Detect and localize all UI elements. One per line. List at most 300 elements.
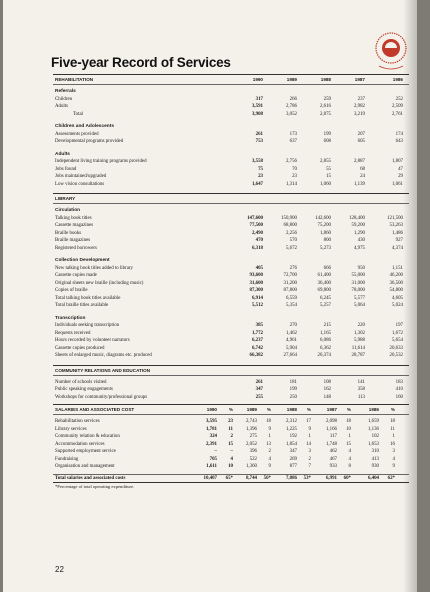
cell-value: 108 [323, 379, 331, 385]
cell-value: 36,500 [389, 280, 403, 286]
group-title [53, 88, 409, 96]
cell-value: 4 [268, 456, 271, 462]
cell-value: 9 [392, 464, 395, 469]
table-row [53, 166, 409, 174]
cell-value: 347 [289, 449, 297, 454]
cell-value: 255 [255, 394, 263, 400]
row-label: Adults [55, 104, 69, 109]
cell-value: 6,991 [325, 475, 337, 481]
cell-value: 1,290 [353, 230, 365, 236]
cell-value: 60* [343, 475, 351, 481]
table-row [53, 330, 409, 338]
cell-value: 141 [357, 379, 365, 385]
footnote: *Percentage of total operating expenditure. [55, 484, 135, 489]
cell-value: 261 [255, 131, 263, 137]
salary-row [53, 426, 409, 434]
cell-value: 93,600 [249, 273, 263, 278]
row-label: Children [55, 96, 73, 102]
cell-value: 933 [329, 464, 337, 469]
row-label: Braille magazines [55, 238, 91, 243]
cell-value: 522 [249, 456, 257, 462]
cell-value: 77,500 [249, 223, 263, 228]
group-label: Collection Development [55, 258, 110, 263]
cell-value: 53* [303, 475, 311, 481]
cell-value: 47 [398, 166, 403, 172]
cell-value: 637 [289, 139, 297, 144]
percent-header: % [306, 407, 311, 412]
year-header: 1990 [252, 77, 263, 82]
salary-row [53, 463, 409, 471]
cell-value: 462 [329, 449, 337, 454]
cell-value: 1,396 [245, 426, 257, 432]
cell-value: 9 [268, 464, 271, 469]
cell-value: 55,000 [351, 273, 365, 278]
salary-row [53, 433, 409, 441]
cell-value: 20,633 [389, 345, 403, 351]
cell-value: 162 [323, 387, 331, 392]
table-row [53, 222, 409, 230]
group-label: Circulation [55, 208, 81, 213]
cell-value: 68,800 [283, 223, 297, 228]
cell-value: 1,748 [325, 441, 337, 447]
cell-value: 16 [390, 441, 395, 447]
year-header: 1988 [286, 407, 297, 412]
cell-value: 1,781 [205, 426, 217, 432]
cell-value: 121,500 [387, 215, 403, 221]
cell-value: 10 [346, 426, 351, 432]
cell-value: 5,577 [353, 295, 365, 301]
cell-value: 396 [249, 449, 257, 454]
cell-value: 1,462 [285, 330, 297, 336]
group-title [53, 123, 409, 131]
cell-value: 1,360 [245, 464, 257, 469]
cell-value: 7 [308, 464, 311, 469]
cell-value: 1,060 [319, 181, 331, 187]
cell-value: 1,165 [319, 330, 331, 336]
cell-value: 3,052 [285, 111, 297, 117]
section-header [53, 366, 409, 375]
cell-value: 6,086 [319, 338, 331, 343]
cell-value: 54,800 [389, 288, 403, 293]
cell-value: 270 [289, 323, 297, 328]
table-row [53, 379, 409, 387]
cell-value: 183 [395, 379, 403, 385]
section-title: LIBRARY [55, 196, 76, 201]
cell-value: 2,509 [391, 104, 403, 109]
percent-header: % [346, 407, 351, 412]
cell-value: 5,654 [391, 338, 403, 343]
cell-value: 413 [371, 456, 379, 462]
group-title [53, 151, 409, 159]
cell-value: 17 [306, 419, 311, 424]
cell-value: 69,800 [317, 288, 331, 293]
cell-value: 87,800 [283, 288, 297, 293]
cell-value: 8 [348, 464, 351, 469]
cell-value: 2,887 [353, 159, 365, 164]
page-number: 22 [55, 565, 64, 574]
cell-value: 78,000 [351, 288, 365, 293]
cell-value: 6,237 [251, 338, 263, 343]
section-title: SALARIES AND ASSOCIATED COST [55, 407, 135, 412]
cell-value: 385 [255, 323, 263, 328]
cell-value: 5,672 [285, 245, 297, 251]
cell-value: 317 [255, 96, 263, 102]
row-label: Fundraising [55, 456, 79, 462]
cell-value: 31,200 [283, 280, 297, 286]
percent-header: % [228, 407, 233, 412]
cell-value: 261 [255, 379, 263, 385]
cell-value: 4,374 [391, 245, 403, 251]
cell-value: 68 [360, 166, 365, 172]
cell-value: 6,914 [251, 295, 263, 301]
cell-value: 61,400 [317, 273, 331, 278]
cell-value: 148 [323, 394, 331, 400]
year-header: 1986 [392, 77, 403, 82]
cell-value: 1,807 [391, 159, 403, 164]
cell-value: – [214, 449, 217, 454]
row-label: Total talking book titles available [55, 295, 121, 301]
table-row [53, 302, 409, 310]
table-row [53, 173, 409, 181]
salaries-header [53, 405, 409, 414]
table-row [53, 386, 409, 394]
row-label: Total salaries and associated costs [55, 475, 126, 481]
cell-value: 2,743 [245, 419, 257, 424]
cell-value: 4,961 [285, 338, 297, 343]
row-label: Cassette copies made [55, 273, 97, 278]
table-row [53, 237, 409, 245]
cell-value: 3,558 [251, 159, 263, 164]
society-logo [374, 26, 408, 72]
cell-value: 5,024 [391, 303, 403, 308]
cell-value: 1,139 [353, 181, 365, 187]
table-row [53, 131, 409, 139]
year-header: 1989 [246, 407, 257, 412]
percent-header: % [390, 407, 395, 412]
cell-value: 1,166 [325, 426, 337, 432]
cell-value: 65* [225, 475, 233, 481]
table-row [53, 322, 409, 330]
row-label: Hours recorded by volunteer narrators [55, 338, 130, 343]
cell-value: 705 [209, 456, 217, 462]
table-row [53, 280, 409, 288]
cell-value: 15 [346, 441, 351, 447]
cell-value: 3,908 [251, 111, 263, 117]
cell-value: 31,000 [351, 280, 365, 286]
row-label: Jobs found [55, 166, 77, 172]
cell-value: 23 [258, 174, 263, 179]
row-label: Registered borrowers [55, 245, 97, 251]
cell-value: 266 [289, 96, 297, 102]
cell-value: 59,200 [351, 223, 365, 228]
cell-value: 6,742 [251, 345, 263, 351]
cell-value: 1,486 [391, 230, 403, 236]
cell-value: 410 [395, 387, 403, 392]
cell-value: 467 [329, 456, 337, 462]
row-label: Talking book titles [55, 215, 92, 221]
cell-value: 358 [357, 387, 365, 392]
cell-value: 55 [326, 166, 331, 172]
cell-value: 2 [308, 456, 311, 462]
cell-value: 215 [323, 323, 331, 328]
group-label: Children and Adolescents [55, 124, 114, 129]
table-row [53, 245, 409, 253]
row-label: Copies of braille [55, 288, 88, 293]
year-header: 1989 [286, 77, 297, 82]
table-row [53, 215, 409, 223]
row-label: Number of schools visited [55, 379, 107, 385]
cell-value: 4 [392, 456, 395, 462]
row-label: Workshops for community/professional groups [55, 394, 148, 400]
group-title [53, 207, 409, 215]
cell-value: 6,404 [367, 475, 379, 481]
cell-value: 1 [392, 434, 395, 439]
cell-value: 950 [357, 265, 365, 271]
cell-value: 2,052 [245, 441, 257, 447]
table-row [53, 103, 409, 111]
cell-value: 430 [357, 238, 365, 243]
cell-value: 3,591 [251, 104, 263, 109]
table-row [53, 265, 409, 273]
cell-value: 1 [268, 434, 271, 439]
cell-value: 4 [348, 456, 351, 462]
cell-value: 27,664 [283, 353, 297, 358]
cell-value: 269 [289, 456, 297, 462]
cell-value: 2,786 [285, 104, 297, 109]
cell-value: 5,257 [319, 303, 331, 308]
year-header: 1988 [320, 77, 331, 82]
cell-value: 9 [268, 426, 271, 432]
table-row [53, 352, 409, 360]
cell-value: 2,756 [285, 159, 297, 164]
cell-value: 6,245 [319, 295, 331, 301]
cell-value: 1,854 [285, 441, 297, 447]
cell-value: 570 [289, 238, 297, 243]
cell-value: 4,605 [391, 295, 403, 301]
cell-value: 13 [266, 441, 271, 447]
row-label: Community relation & education [55, 434, 120, 439]
cell-value: 276 [289, 265, 297, 271]
cell-value: 1 [348, 434, 351, 439]
table-row [53, 287, 409, 295]
group-label: Adults [55, 151, 70, 157]
table-row [53, 158, 409, 166]
cell-value: 8,744 [245, 475, 257, 481]
salary-row [53, 475, 409, 483]
cell-value: 20,532 [389, 353, 403, 358]
cell-value: 66,382 [249, 353, 263, 358]
cell-value: 470 [255, 238, 263, 243]
cell-value: 18 [346, 419, 351, 424]
services-table [53, 74, 409, 491]
cell-value: 11 [228, 426, 233, 432]
cell-value: 405 [255, 265, 263, 271]
cell-value: 2,490 [251, 230, 263, 236]
cell-value: 174 [395, 131, 403, 137]
year-header: 1990 [206, 407, 217, 412]
cell-value: 117 [329, 434, 337, 439]
cell-value: 4 [348, 449, 351, 454]
salary-row [53, 448, 409, 456]
year-header: 1986 [368, 407, 379, 412]
cell-value: 2,855 [319, 159, 331, 164]
cell-value: 250 [289, 394, 297, 400]
cell-value: 62* [387, 475, 395, 481]
cell-value: 199 [289, 387, 297, 392]
cell-value: 2 [268, 449, 271, 454]
cell-value: 192 [289, 434, 297, 439]
row-label: Original sheets new braille (including music) [55, 280, 144, 286]
cell-value: 2,616 [319, 104, 331, 109]
cell-value: 14 [306, 441, 311, 447]
table-row [53, 96, 409, 104]
salary-row [53, 456, 409, 464]
cell-value: 147,600 [247, 215, 263, 221]
cell-value: 2 [230, 434, 233, 439]
cell-value: 877 [289, 464, 297, 469]
cell-value: 128,400 [349, 215, 365, 221]
cell-value: 5,512 [251, 303, 263, 308]
cell-value: 75 [258, 166, 263, 172]
year-header: 1987 [354, 77, 365, 82]
cell-value: 2,391 [205, 441, 217, 447]
cell-value: 3 [308, 449, 311, 454]
cell-value: 46,200 [389, 273, 403, 278]
row-label: Organisation and management [55, 464, 115, 469]
cell-value: 5,064 [353, 303, 365, 308]
cell-value: 643 [395, 139, 403, 144]
row-label: Accommodation services [55, 441, 105, 447]
cell-value: 608 [323, 139, 331, 144]
cell-value: 1,772 [251, 330, 263, 336]
cell-value: 2,312 [285, 419, 297, 424]
cell-value: 3 [392, 449, 395, 454]
cell-value: 207 [357, 131, 365, 137]
section-header [53, 75, 409, 84]
group-label: Referrals [55, 89, 76, 94]
cell-value: 56* [263, 475, 271, 481]
row-label: Cassette magazines [55, 223, 94, 228]
cell-value: 53,263 [389, 223, 403, 228]
cell-value: 1,611 [206, 464, 217, 469]
table-row [53, 111, 409, 119]
section-title: REHABILITATION [55, 77, 94, 82]
cell-value: 6,559 [285, 295, 297, 301]
cell-value: 927 [395, 238, 403, 243]
cell-value: 5,273 [319, 245, 331, 251]
cell-value: 1,672 [391, 330, 403, 336]
row-label: Jobs maintained/upgraded [55, 174, 107, 179]
report-page [3, 0, 417, 592]
cell-value: 11 [390, 426, 395, 432]
cell-value: 252 [395, 96, 403, 102]
table-row [53, 295, 409, 303]
cell-value: 75,200 [317, 223, 331, 228]
percent-header: % [266, 407, 271, 412]
cell-value: 2,098 [325, 419, 337, 424]
cell-value: 753 [255, 139, 263, 144]
cell-value: 2,761 [391, 111, 403, 117]
row-label: Supported employment service [55, 449, 116, 454]
group-title [53, 315, 409, 323]
cell-value: 24 [360, 174, 365, 179]
cell-value: 5,904 [285, 345, 297, 351]
cell-value: 324 [209, 434, 217, 439]
row-label: Public speaking engagements [55, 387, 113, 392]
cell-value: 1,136 [367, 426, 379, 432]
table-row [53, 230, 409, 238]
cell-value: 1,302 [353, 330, 365, 336]
cell-value: 3,595 [205, 419, 217, 424]
table-row [53, 181, 409, 189]
table-row [53, 337, 409, 345]
cell-value: 3,219 [353, 111, 365, 117]
row-label: Assessments provided [55, 131, 99, 137]
cell-value: 800 [323, 238, 331, 243]
cell-value: 113 [357, 394, 365, 400]
cell-value: 173 [289, 131, 297, 137]
cell-value: 18 [390, 419, 395, 424]
group-title [53, 257, 409, 265]
cell-value: 1,647 [251, 181, 263, 187]
cell-value: 2,875 [319, 111, 331, 117]
cell-value: 666 [323, 265, 331, 271]
cell-value: 1,151 [391, 265, 403, 271]
cell-value: 347 [255, 387, 263, 392]
cell-value: 28,787 [351, 353, 365, 358]
cell-value: 23 [292, 174, 297, 179]
cell-value: 5,988 [353, 338, 365, 343]
cell-value: 4,975 [353, 245, 365, 251]
row-label: Library services [55, 426, 87, 432]
salary-row [53, 441, 409, 449]
cell-value: 930 [371, 464, 379, 469]
cell-value: 6,318 [251, 245, 263, 251]
cell-value: 15 [326, 174, 331, 179]
cell-value: 2,256 [285, 230, 297, 236]
cell-value: 7,086 [285, 475, 297, 481]
cell-value: 1,653 [367, 441, 379, 447]
row-label: Low vision consultations [55, 181, 105, 187]
cell-value: 72,700 [283, 273, 297, 278]
cell-value: 1,225 [285, 426, 297, 432]
page-title: Five-year Record of Services [51, 55, 231, 70]
cell-value: 1 [308, 434, 311, 439]
cell-value: 4 [230, 456, 233, 462]
row-label: Rehabilitation services [55, 419, 100, 424]
section-header [53, 194, 409, 203]
section-title: COMMUNITY RELATIONS AND EDUCATION [55, 367, 151, 373]
row-label: Total [73, 111, 83, 117]
cell-value: 220 [357, 323, 365, 328]
cell-value: 259 [323, 96, 331, 102]
cell-value: 5,354 [285, 303, 297, 308]
group-label: Transcription [55, 315, 86, 321]
salary-row [53, 418, 409, 426]
row-label: Independent living training programs provided [55, 159, 147, 164]
cell-value: 199 [323, 131, 331, 137]
row-label: Individuals seeking transcription [55, 323, 120, 328]
table-row [53, 345, 409, 353]
cell-value: 160 [395, 394, 403, 400]
row-label: Developmental programs provided [55, 139, 124, 144]
row-label: Total braille titles available [55, 303, 109, 308]
cell-value: 9 [308, 426, 311, 432]
cell-value: 6,362 [319, 345, 331, 351]
table-row [53, 138, 409, 146]
cell-value: 20,374 [317, 353, 331, 358]
cell-value: 197 [395, 323, 403, 328]
